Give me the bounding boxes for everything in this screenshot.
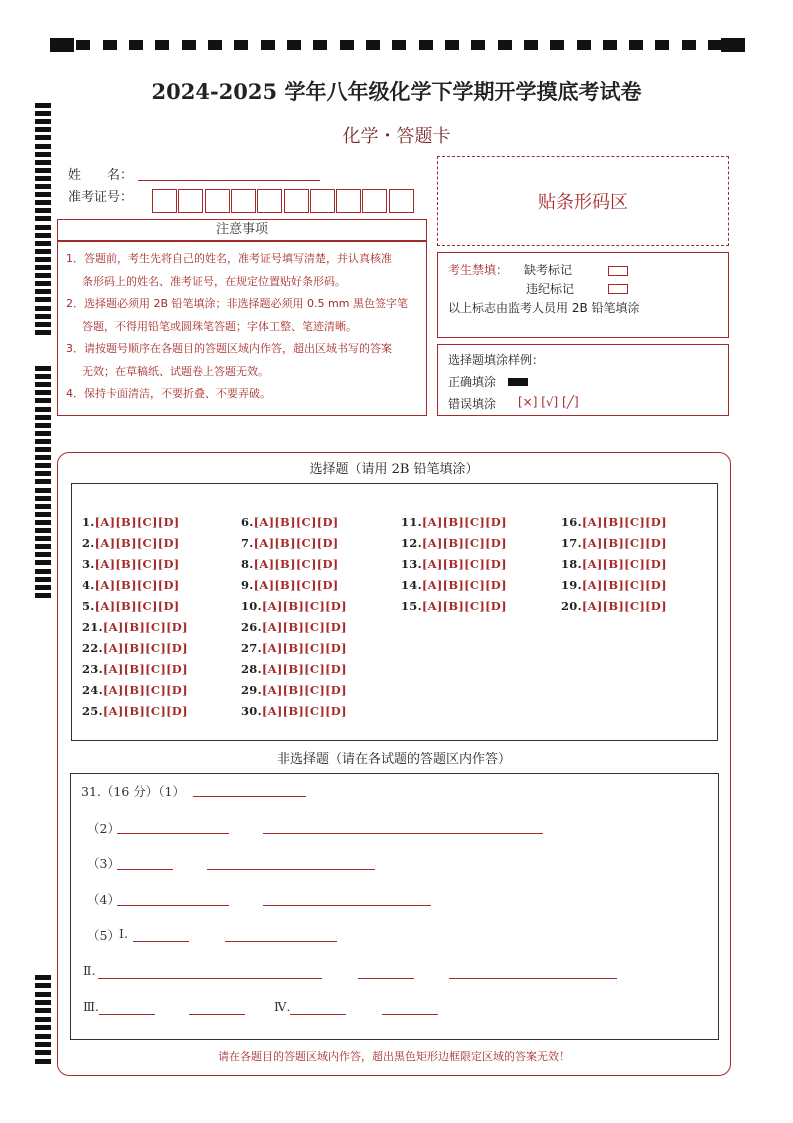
registration-mark bbox=[35, 330, 51, 335]
registration-mark bbox=[234, 40, 248, 50]
q31-1-blank[interactable] bbox=[193, 795, 306, 797]
id-digit-box[interactable] bbox=[284, 189, 309, 213]
mc-options[interactable]: [A][B][C][D] bbox=[102, 620, 188, 634]
mc-question-number: 29. bbox=[241, 683, 262, 697]
registration-mark bbox=[471, 40, 485, 50]
mc-question[interactable] bbox=[561, 557, 667, 571]
registration-mark bbox=[35, 192, 51, 197]
registration-mark bbox=[35, 431, 51, 436]
id-digit-box[interactable] bbox=[231, 189, 256, 213]
notice-item: 4．保持卡面清洁，不要折叠、不要弄破。 bbox=[66, 387, 271, 400]
mc-options[interactable]: [A][B][C][D] bbox=[94, 536, 180, 550]
mc-options[interactable]: [A][B][C][D] bbox=[253, 536, 339, 550]
q31-5-4-blank-b[interactable] bbox=[382, 1013, 438, 1015]
registration-mark bbox=[35, 176, 51, 181]
name-field[interactable] bbox=[138, 179, 320, 181]
mc-question-number: 11. bbox=[401, 515, 422, 529]
example-title: 选择题填涂样例： bbox=[448, 353, 545, 367]
mc-question-number: 3. bbox=[82, 557, 95, 571]
mc-question[interactable] bbox=[241, 599, 347, 613]
registration-mark bbox=[35, 983, 51, 988]
registration-mark bbox=[35, 297, 51, 302]
mc-options[interactable]: [A][B][C][D] bbox=[421, 536, 507, 550]
footer-warning: 请在各题目的答题区域内作答，超出黑色矩形边框限定区域的答案无效！ bbox=[218, 1050, 570, 1063]
mc-options[interactable]: [A][B][C][D] bbox=[102, 641, 188, 655]
name-label: 姓 名： bbox=[68, 168, 134, 183]
registration-mark bbox=[35, 1034, 51, 1039]
q31-5-2-blank-c[interactable] bbox=[449, 977, 617, 979]
nc-answer-area bbox=[70, 773, 719, 1040]
notice-body bbox=[57, 241, 427, 416]
registration-mark bbox=[35, 1000, 51, 1005]
q31-3-label: （3） bbox=[87, 856, 120, 871]
id-digit-box[interactable] bbox=[205, 189, 230, 213]
mc-options[interactable]: [A][B][C][D] bbox=[253, 557, 339, 571]
id-digit-box[interactable] bbox=[152, 189, 177, 213]
mc-question-number: 13. bbox=[401, 557, 422, 571]
notice-title: 注意事项 bbox=[57, 219, 427, 241]
registration-mark bbox=[35, 281, 51, 286]
mc-options[interactable]: [A][B][C][D] bbox=[421, 557, 507, 571]
notice-item: 条形码上的姓名、准考证号，在规定位置贴好条形码。 bbox=[82, 274, 346, 288]
mc-options[interactable]: [A][B][C][D] bbox=[253, 515, 339, 529]
registration-mark bbox=[35, 1042, 51, 1047]
registration-mark bbox=[129, 40, 143, 50]
roman-4-label: Ⅳ. bbox=[274, 999, 291, 1014]
id-digit-box[interactable] bbox=[178, 189, 203, 213]
id-label: 准考证号： bbox=[68, 190, 134, 205]
roman-3-label: Ⅲ. bbox=[83, 999, 100, 1014]
violation-mark-box[interactable] bbox=[608, 284, 628, 294]
forbidden-note: 以上标志由监考人员用 2B 铅笔填涂 bbox=[448, 301, 640, 315]
registration-mark bbox=[35, 471, 51, 476]
id-digit-box[interactable] bbox=[389, 189, 414, 213]
mc-question-number: 9. bbox=[241, 578, 254, 592]
mc-question[interactable] bbox=[82, 557, 180, 571]
registration-mark bbox=[35, 184, 51, 189]
q31-2-label: （2） bbox=[87, 821, 120, 836]
mc-question-number: 27. bbox=[241, 641, 262, 655]
mc-options[interactable]: [A][B][C][D] bbox=[581, 557, 667, 571]
mc-question-number: 1. bbox=[82, 515, 95, 529]
mc-section-title: 选择题（请用 2B 铅笔填涂） bbox=[309, 462, 479, 477]
roman-1-label: Ⅰ. bbox=[119, 926, 128, 941]
registration-mark bbox=[35, 536, 51, 541]
mc-options[interactable]: [A][B][C][D] bbox=[94, 557, 180, 571]
roman-2-label: Ⅱ. bbox=[83, 963, 96, 978]
mc-question[interactable] bbox=[82, 599, 180, 613]
barcode-area bbox=[437, 156, 729, 246]
registration-mark bbox=[35, 273, 51, 278]
q31-5-2-blank-a[interactable] bbox=[98, 977, 322, 979]
mc-question[interactable] bbox=[401, 557, 507, 571]
mc-question-number: 23. bbox=[82, 662, 103, 676]
registration-mark bbox=[208, 40, 222, 50]
registration-mark bbox=[35, 382, 51, 387]
mc-question[interactable] bbox=[401, 599, 507, 613]
registration-mark bbox=[35, 585, 51, 590]
registration-mark bbox=[287, 40, 301, 50]
mc-options[interactable]: [A][B][C][D] bbox=[261, 620, 347, 634]
registration-mark bbox=[629, 40, 643, 50]
registration-mark bbox=[577, 40, 591, 50]
registration-mark bbox=[35, 257, 51, 262]
q31-2-blank-a[interactable] bbox=[117, 832, 229, 834]
registration-mark bbox=[35, 496, 51, 501]
mc-answer-grid bbox=[71, 483, 718, 741]
absent-mark-box[interactable] bbox=[608, 266, 628, 276]
mc-question-number: 21. bbox=[82, 620, 103, 634]
registration-mark bbox=[35, 552, 51, 557]
registration-mark bbox=[35, 1050, 51, 1055]
mc-options[interactable]: [A][B][C][D] bbox=[581, 599, 667, 613]
mc-question[interactable] bbox=[561, 515, 667, 529]
mc-options[interactable]: [A][B][C][D] bbox=[261, 662, 347, 676]
mc-question-number: 7. bbox=[241, 536, 254, 550]
notice-item: 2．选择题必须用 2B 铅笔填涂；非选择题必须用 0.5 mm 黑色签字笔 bbox=[66, 297, 408, 310]
card-subtitle: 化学・答题卡 bbox=[342, 126, 451, 147]
mc-question-number: 24. bbox=[82, 683, 103, 697]
registration-mark bbox=[366, 40, 380, 50]
q31-4-blank-b[interactable] bbox=[263, 904, 431, 906]
q31-5-3-blank-b[interactable] bbox=[189, 1013, 245, 1015]
registration-mark bbox=[35, 975, 51, 980]
mc-options[interactable]: [A][B][C][D] bbox=[102, 662, 188, 676]
mc-question-number: 18. bbox=[561, 557, 582, 571]
mc-question-number: 16. bbox=[561, 515, 582, 529]
registration-mark bbox=[182, 40, 196, 50]
mc-question-number: 25. bbox=[82, 704, 103, 718]
correct-fill-label: 正确填涂 bbox=[448, 375, 497, 389]
registration-mark bbox=[35, 569, 51, 574]
mc-options[interactable]: [A][B][C][D] bbox=[421, 599, 507, 613]
mc-question-number: 19. bbox=[561, 578, 582, 592]
registration-mark bbox=[35, 463, 51, 468]
mc-question[interactable] bbox=[561, 599, 667, 613]
mc-options[interactable]: [A][B][C][D] bbox=[102, 704, 188, 718]
registration-mark bbox=[603, 40, 617, 50]
registration-mark bbox=[35, 488, 51, 493]
mc-question-number: 14. bbox=[401, 578, 422, 592]
q31-2-blank-b[interactable] bbox=[263, 832, 543, 834]
registration-mark bbox=[35, 504, 51, 509]
mc-question[interactable] bbox=[241, 536, 339, 550]
notice-item: 无效；在草稿纸、试题卷上答题无效。 bbox=[82, 364, 269, 378]
registration-mark bbox=[35, 423, 51, 428]
mc-question-number: 8. bbox=[241, 557, 254, 571]
mc-question-number: 12. bbox=[401, 536, 422, 550]
mc-question[interactable] bbox=[561, 578, 667, 592]
mc-question[interactable] bbox=[241, 662, 347, 676]
mc-question-number: 15. bbox=[401, 599, 422, 613]
registration-mark bbox=[35, 1025, 51, 1030]
registration-mark bbox=[35, 455, 51, 460]
registration-mark bbox=[35, 593, 51, 598]
mc-question[interactable] bbox=[82, 683, 188, 697]
registration-mark bbox=[550, 40, 564, 50]
registration-mark bbox=[35, 233, 51, 238]
registration-mark bbox=[35, 374, 51, 379]
mc-options[interactable]: [A][B][C][D] bbox=[261, 704, 347, 718]
mc-question[interactable] bbox=[401, 515, 507, 529]
mc-question-number: 28. bbox=[241, 662, 262, 676]
mc-question[interactable] bbox=[241, 557, 339, 571]
registration-mark bbox=[76, 40, 90, 50]
registration-mark bbox=[498, 40, 512, 50]
id-digit-box[interactable] bbox=[336, 189, 361, 213]
mc-question[interactable] bbox=[82, 536, 180, 550]
registration-mark bbox=[35, 528, 51, 533]
mc-options[interactable]: [A][B][C][D] bbox=[94, 515, 180, 529]
registration-mark bbox=[419, 40, 433, 50]
mc-question[interactable] bbox=[401, 536, 507, 550]
registration-mark bbox=[682, 40, 696, 50]
registration-mark bbox=[35, 366, 51, 371]
registration-mark bbox=[35, 560, 51, 565]
registration-mark bbox=[35, 249, 51, 254]
notice-item: 3．请按题号顺序在各题目的答题区域内作答，超出区域书写的答案 bbox=[66, 342, 392, 355]
registration-mark bbox=[50, 38, 74, 52]
q31-4-blank-a[interactable] bbox=[117, 904, 229, 906]
q31-5-1-blank-a[interactable] bbox=[133, 940, 189, 942]
registration-mark bbox=[35, 390, 51, 395]
registration-mark bbox=[35, 1017, 51, 1022]
registration-mark bbox=[35, 265, 51, 270]
registration-mark bbox=[35, 520, 51, 525]
mc-options[interactable]: [A][B][C][D] bbox=[261, 683, 347, 697]
mc-question-number: 20. bbox=[561, 599, 582, 613]
mc-question-number: 6. bbox=[241, 515, 254, 529]
mc-question-number: 26. bbox=[241, 620, 262, 634]
registration-mark bbox=[35, 216, 51, 221]
mc-options[interactable]: [A][B][C][D] bbox=[581, 578, 667, 592]
registration-mark bbox=[445, 40, 459, 50]
mc-options[interactable]: [A][B][C][D] bbox=[261, 599, 347, 613]
nc-section-title: 非选择题（请在各试题的答题区内作答） bbox=[276, 752, 511, 767]
q31-3-blank-b[interactable] bbox=[207, 868, 375, 870]
q31-5-1-blank-b[interactable] bbox=[225, 940, 337, 942]
mc-question[interactable] bbox=[82, 515, 180, 529]
mc-options[interactable]: [A][B][C][D] bbox=[581, 515, 667, 529]
registration-mark bbox=[103, 40, 117, 50]
q31-5-label: （5） bbox=[87, 928, 120, 943]
mc-question-number: 5. bbox=[82, 599, 95, 613]
registration-mark bbox=[35, 398, 51, 403]
notice-item: 答题，不得用铅笔或圆珠笔答题；字体工整、笔迹清晰。 bbox=[82, 319, 357, 333]
registration-mark bbox=[721, 38, 745, 52]
mc-options[interactable]: [A][B][C][D] bbox=[261, 641, 347, 655]
mc-question-number: 30. bbox=[241, 704, 262, 718]
registration-mark bbox=[35, 225, 51, 230]
forbidden-label: 考生禁填： bbox=[448, 263, 509, 277]
mc-question-number: 17. bbox=[561, 536, 582, 550]
violation-label: 违纪标记 bbox=[526, 282, 575, 296]
registration-mark bbox=[35, 447, 51, 452]
q31-4-label: （4） bbox=[87, 892, 120, 907]
mc-options[interactable]: [A][B][C][D] bbox=[94, 578, 180, 592]
absent-label: 缺考标记 bbox=[524, 263, 573, 277]
mc-question-number: 10. bbox=[241, 599, 262, 613]
registration-mark bbox=[35, 439, 51, 444]
registration-mark bbox=[35, 160, 51, 165]
correct-fill-sample bbox=[508, 378, 528, 386]
mc-options[interactable]: [A][B][C][D] bbox=[421, 578, 507, 592]
registration-mark bbox=[35, 314, 51, 319]
registration-mark bbox=[35, 479, 51, 484]
mc-options[interactable]: [A][B][C][D] bbox=[421, 515, 507, 529]
registration-mark bbox=[35, 407, 51, 412]
registration-mark bbox=[35, 289, 51, 294]
q31-5-2-blank-b[interactable] bbox=[358, 977, 414, 979]
id-digit-box[interactable] bbox=[257, 189, 282, 213]
forbidden-fill-box bbox=[437, 252, 729, 338]
mc-question[interactable] bbox=[241, 515, 339, 529]
registration-mark bbox=[155, 40, 169, 50]
mc-question-number: 22. bbox=[82, 641, 103, 655]
mc-question[interactable] bbox=[241, 704, 347, 718]
left-registration-marks-middle bbox=[35, 366, 51, 601]
registration-mark bbox=[35, 306, 51, 311]
registration-mark bbox=[35, 512, 51, 517]
registration-mark bbox=[524, 40, 538, 50]
q31-label: 31.（16 分）（1） bbox=[81, 784, 185, 799]
barcode-label: 贴条形码区 bbox=[538, 192, 628, 213]
notice-item: 1．答题前，考生先将自己的姓名，准考证号填写清楚，并认真核准 bbox=[66, 252, 392, 265]
q31-3-blank-a[interactable] bbox=[117, 868, 173, 870]
mc-question[interactable] bbox=[241, 683, 347, 697]
mc-options[interactable]: [A][B][C][D] bbox=[581, 536, 667, 550]
mc-question[interactable] bbox=[401, 578, 507, 592]
registration-mark bbox=[35, 168, 51, 173]
registration-mark bbox=[35, 1059, 51, 1064]
wrong-fill-label: 错误填涂 bbox=[448, 397, 497, 411]
id-digit-box[interactable] bbox=[362, 189, 387, 213]
wrong-fill-samples: [×] [√] [╱] bbox=[518, 395, 579, 409]
mc-question[interactable] bbox=[561, 536, 667, 550]
mc-question-number: 4. bbox=[82, 578, 95, 592]
registration-mark bbox=[35, 544, 51, 549]
registration-mark bbox=[35, 241, 51, 246]
mc-question[interactable] bbox=[241, 641, 347, 655]
registration-mark bbox=[261, 40, 275, 50]
registration-mark bbox=[655, 40, 669, 50]
q31-5-4-blank-a[interactable] bbox=[290, 1013, 346, 1015]
mc-question[interactable] bbox=[82, 620, 188, 634]
left-registration-marks-bottom bbox=[35, 975, 51, 1067]
mc-question[interactable] bbox=[82, 641, 188, 655]
registration-mark bbox=[35, 322, 51, 327]
registration-mark bbox=[35, 152, 51, 157]
mc-question[interactable] bbox=[82, 578, 180, 592]
registration-mark bbox=[340, 40, 354, 50]
registration-mark bbox=[35, 200, 51, 205]
registration-mark bbox=[35, 208, 51, 213]
mc-question[interactable] bbox=[241, 578, 339, 592]
registration-mark bbox=[392, 40, 406, 50]
registration-mark bbox=[35, 992, 51, 997]
mc-question[interactable] bbox=[82, 662, 188, 676]
mc-question[interactable] bbox=[82, 704, 188, 718]
mc-options[interactable]: [A][B][C][D] bbox=[253, 578, 339, 592]
mc-options[interactable]: [A][B][C][D] bbox=[94, 599, 180, 613]
mc-options[interactable]: [A][B][C][D] bbox=[102, 683, 188, 697]
registration-mark bbox=[35, 111, 51, 116]
registration-mark bbox=[313, 40, 327, 50]
registration-mark bbox=[35, 415, 51, 420]
mc-question-number: 2. bbox=[82, 536, 95, 550]
q31-5-3-blank-a[interactable] bbox=[99, 1013, 155, 1015]
registration-mark bbox=[35, 1008, 51, 1013]
id-digit-box[interactable] bbox=[310, 189, 335, 213]
top-registration-marks bbox=[50, 38, 745, 52]
mc-question[interactable] bbox=[241, 620, 347, 634]
registration-mark bbox=[35, 577, 51, 582]
fill-example-box bbox=[437, 344, 729, 416]
page-title: 2024-2025 学年八年级化学下学期开学摸底考试卷 bbox=[151, 79, 642, 104]
